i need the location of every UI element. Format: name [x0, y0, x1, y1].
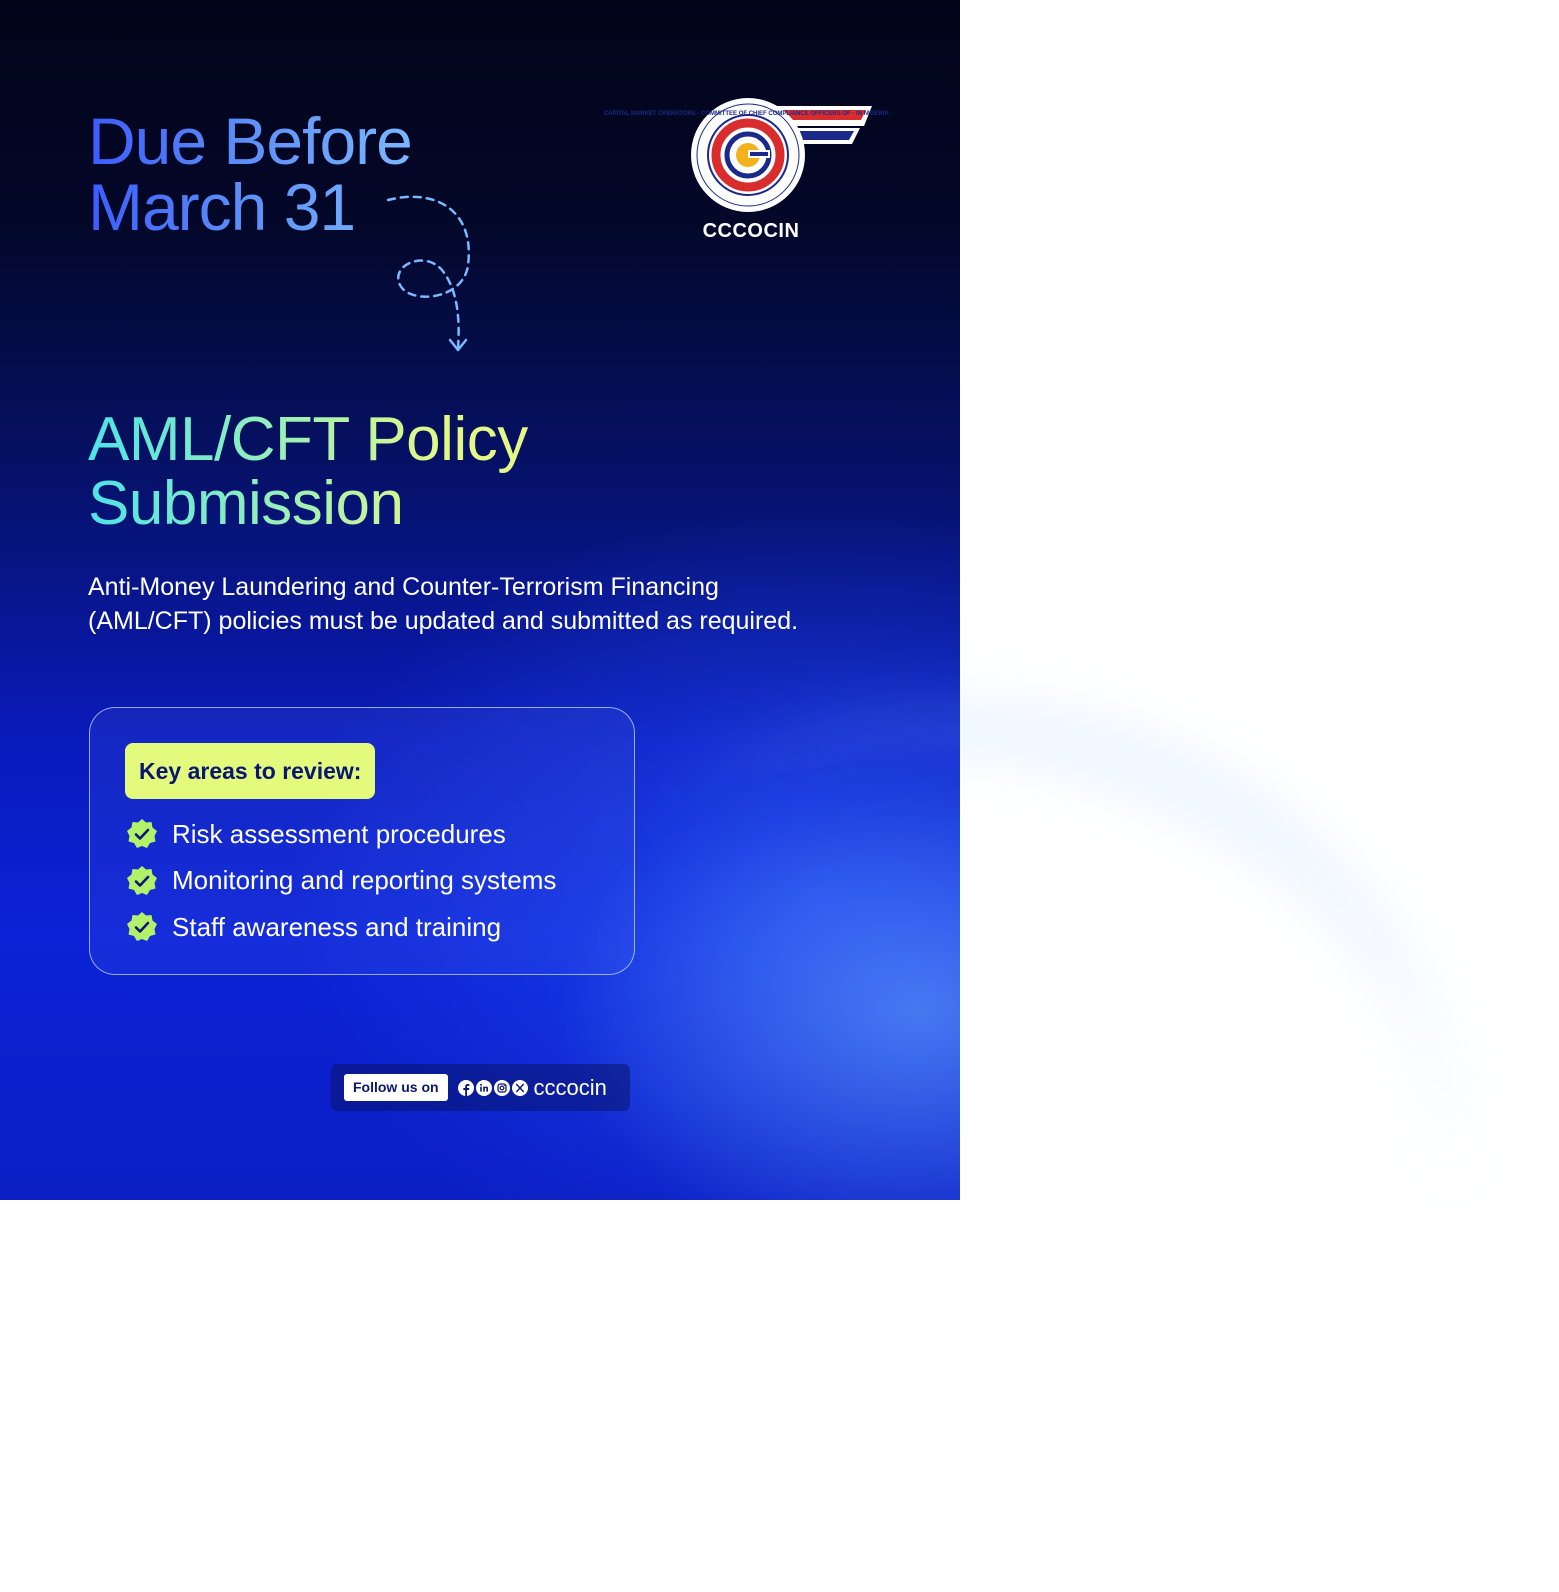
policy-title-line-2: Submission: [88, 469, 404, 538]
check-badge-icon: [126, 911, 158, 943]
due-date-line-1: Due Before: [88, 104, 412, 178]
due-date-line-2: March 31: [88, 170, 356, 244]
follow-us-label: Follow us on: [344, 1074, 448, 1101]
due-date-title: [88, 104, 412, 244]
review-item-label: Monitoring and reporting systems: [172, 865, 557, 896]
policy-title: [88, 405, 528, 538]
review-item-label: Staff awareness and training: [172, 911, 502, 942]
review-list: [126, 811, 556, 951]
policy-description: Anti-Money Laundering and Counter-Terrorism Financing (AML/CFT) policies must be updated and submitted as required.: [88, 573, 799, 635]
poster: [0, 0, 960, 1200]
review-item: [126, 858, 556, 905]
review-card: [89, 707, 635, 975]
policy-title-line-1: AML/CFT Policy: [88, 405, 528, 474]
review-badge: Key areas to review:: [125, 743, 375, 799]
review-item: [126, 904, 556, 951]
logo-emblem-icon: [603, 98, 893, 213]
social-footer: [331, 1064, 630, 1111]
review-item: [126, 811, 556, 858]
logo-ring-text: CAPITAL MARKET OPERATORS · COMMITTEE OF CHIEF COMPLIANCE OFFICERS OF · IN NIGERIA ·: [603, 111, 893, 117]
facebook-icon[interactable]: [458, 1080, 474, 1096]
instagram-icon[interactable]: [494, 1080, 510, 1096]
logo-name: CCCOCIN: [702, 220, 800, 242]
check-badge-icon: [126, 865, 158, 897]
cccocin-logo: [603, 98, 893, 248]
social-icons: [458, 1080, 530, 1096]
dashed-arrow-icon: [380, 190, 500, 360]
x-icon[interactable]: [512, 1080, 528, 1096]
review-item-label: Risk assessment procedures: [172, 818, 506, 849]
social-handle[interactable]: cccocin: [533, 1074, 607, 1100]
linkedin-icon[interactable]: [476, 1080, 492, 1096]
check-badge-icon: [126, 818, 158, 850]
